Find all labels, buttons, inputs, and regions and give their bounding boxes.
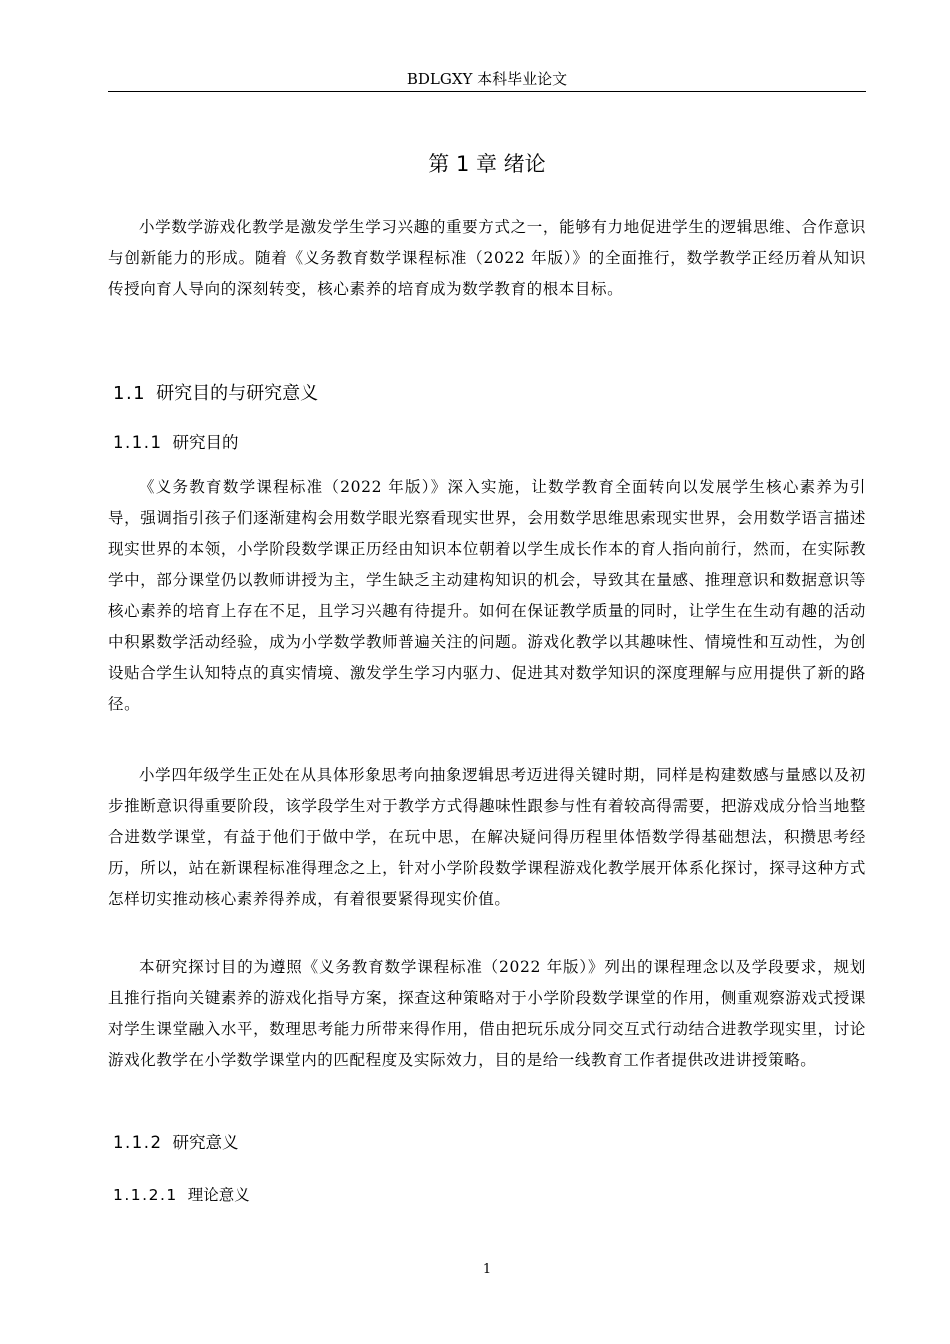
section-heading-1-1 — [113, 383, 318, 405]
section-number: 1.1.1 — [113, 433, 163, 452]
intro-paragraph: 小学数学游戏化教学是激发学生学习兴趣的重要方式之一，能够有力地促进学生的逻辑思维、合作意识与创新能力的形成。随着《义务教育数学课程标准（2022 年版）》的全面推行，数学教学正经历着从知识传授向育人导向的深刻转变，核心素养的培育成为数学教育的根本目标。 — [108, 218, 866, 298]
section-heading-1-1-2-1 — [113, 1185, 250, 1205]
section-title: 研究目的与研究意义 — [156, 383, 319, 404]
section-title: 理论意义 — [187, 1186, 250, 1204]
section-number: 1.1 — [113, 383, 147, 404]
body-paragraph: 小学四年级学生正处在从具体形象思考向抽象逻辑思考迈进得关键时期，同样是构建数感与量感以及初步推断意识得重要阶段，该学段学生对于教学方式得趣味性跟参与性有着较高得需要，把游戏成分恰当地整合进数学课堂，有益于他们于做中学，在玩中思，在解决疑问得历程里体悟数学得基础想法，积攒思考经历，所以，站在新课程标准得理念之上，针对小学阶段数学课程游戏化教学展开体系化探讨，探寻这种方式怎样切实推动核心素养得养成，有着很要紧得现实价值。 — [108, 766, 866, 908]
header-divider — [108, 91, 866, 92]
running-header: BDLGXY 本科毕业论文 — [406, 70, 568, 88]
body-paragraph: 《义务教育数学课程标准（2022 年版）》深入实施，让数学教育全面转向以发展学生核心素养为引导，强调指引孩子们逐渐建构会用数学眼光察看现实世界，会用数学思维思索现实世界，会用数学语言描述现实世界的本领，小学阶段数学课正历经由知识本位朝着以学生成长作本的育人指向前行，然而，在实际教学中，部分课堂仍以教师讲授为主，学生缺乏主动建构知识的机会，导致其在量感、推理意识和数据意识等核心素养的培育上存在不足，且学习兴趣有待提升。如何在保证教学质量的同时，让学生在生动有趣的活动中积累数学活动经验，成为小学数学教师普遍关注的问题。游戏化教学以其趣味性、情境性和互动性，为创设贴合学生认知特点的真实情境、激发学生学习内驱力、促进其对数学知识的深度理解与应用提供了新的路径。 — [108, 478, 866, 713]
section-title: 研究意义 — [172, 1133, 239, 1152]
chapter-title: 第 1 章 绪论 — [428, 152, 546, 176]
section-title: 研究目的 — [172, 433, 239, 452]
section-number: 1.1.2.1 — [113, 1186, 178, 1204]
section-heading-1-1-2 — [113, 1133, 238, 1153]
page-number: 1 — [482, 1262, 492, 1277]
body-paragraph: 本研究探讨目的为遵照《义务教育数学课程标准（2022 年版）》列出的课程理念以及学段要求，规划且推行指向关键素养的游戏化指导方案，探查这种策略对于小学阶段数学课堂的作用，侧重观察游戏式授课对学生课堂融入水平，数理思考能力所带来得作用，借由把玩乐成分同交互式行动结合进教学现实里，讨论游戏化教学在小学数学课堂内的匹配程度及实际效力，目的是给一线教育工作者提供改进讲授策略。 — [108, 958, 866, 1069]
section-heading-1-1-1 — [113, 433, 238, 453]
section-number: 1.1.2 — [113, 1133, 163, 1152]
